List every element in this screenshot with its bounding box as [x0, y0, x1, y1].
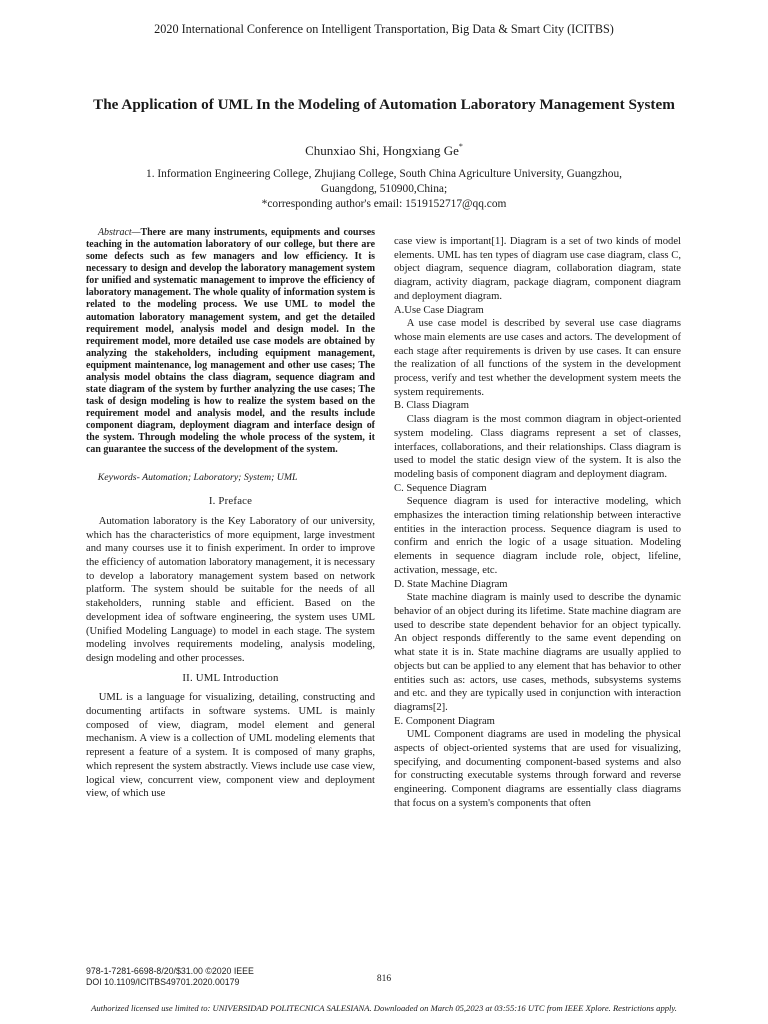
authors	[0, 143, 768, 159]
subsection-e-title: E. Component Diagram	[394, 715, 495, 727]
author-names: Chunxiao Shi, Hongxiang Ge	[305, 143, 459, 158]
page-number: 816	[376, 974, 392, 984]
subsection-a-paragraph: A use case model is described by several use case diagrams whose main elements are use cases and actors. The development of each stage after requirements is driven by use cases. It can ensure the realization of all functions of the system in the development process, verify and test whether the development system meets the system requirements.	[394, 318, 681, 398]
subsection-c-title: C. Sequence Diagram	[394, 482, 487, 494]
section-2-title: II. UML Introduction	[182, 671, 279, 684]
right-column	[394, 235, 681, 811]
subsection-b-title: B. Class Diagram	[394, 400, 470, 412]
affiliation-line-2: *corresponding author's email: 1519152717@qq.com	[261, 198, 507, 210]
left-column	[86, 227, 375, 801]
section-2-paragraph: UML is a language for visualizing, detailing, constructing and documenting artifacts in software systems. UML is mainly composed of view, diagram, model element and general mechanism. A view is a collection of UML modeling elements that represent a feature of a system. It is composed of many graphs, which represent the system abstractly. Views include use case view, logical view, concurrent view, component view and deployment view, of which use	[86, 692, 375, 800]
subsection-d-title: D. State Machine Diagram	[394, 578, 508, 590]
paper-title: The Application of UML In the Modeling of Automation Laboratory Management System	[93, 96, 675, 113]
subsection-a-title: A.Use Case Diagram	[394, 304, 484, 316]
keywords: Keywords- Automation; Laboratory; System; UML	[97, 472, 298, 484]
license-notice: Authorized licensed use limited to: UNIVERSIDAD POLITECNICA SALESIANA. Downloaded on March 05,2023 at 03:55:16 UTC from IEEE Xplore. Restrictions apply.	[91, 1003, 677, 1013]
section-2-paragraph-continued: case view is important[1]. Diagram is a set of two kinds of model elements. UML has ten types of diagram use case diagram, class C, object diagram, sequence diagram, collaboration diagram, state diagram, activity diagram, package diagram, component diagram and deployment diagram.	[394, 236, 681, 302]
subsection-b-paragraph: Class diagram is the most common diagram in object-oriented system modeling. Class diagrams represent a set of classes, interfaces, collaborations, and their relationships. Class diagram is used to model the static design view of the system. It is also the modeling basis of component diagram and deployment diagram.	[394, 414, 681, 480]
doi-line: DOI 10.1109/ICITBS49701.2020.00179	[86, 976, 240, 987]
subsection-d-paragraph: State machine diagram is mainly used to describe the dynamic behavior of an object during its lifetime. State machine diagram are used to describe state dependent behavior for an object typically. An object responds differently to the same event depending on what state it is in. State machine diagrams are usually applied to objects but can be applied to any element that has behavior to other entities such as: actors, use cases, methods, subsystems systems and etc. and they are typically used in conjunction with interaction diagrams[2].	[394, 592, 681, 713]
abstract-text: There are many instruments, equipments and courses teaching in the automation laboratory of our college, but there are some defects such as few managers and low efficiency. It is necessary to design and develop the laboratory management system for unified and systematic management to improve the efficiency of laboratory management. The whole quality of information system is related to the modeling process. We use UML to model the automation laboratory management system, and get the detailed requirement model, analysis model and design model. In the requirement model, more detailed use case models are obtained by analyzing the stakeholders, including equipment management, equipment maintenance, log management and other use cases; The analysis model obtains the class diagram, sequence diagram and state diagram of the system by further analyzing the use cases; The task of design modeling is how to realize the system based on the requirement model and analysis model, and the results include component diagram, deployment diagram and interface design of the system. Through modeling the whole process of the system, it can guarantee the success of the development of the system.	[86, 227, 375, 456]
abstract-lead: Abstract—	[97, 227, 141, 238]
isbn-line: 978-1-7281-6698-8/20/$31.00 ©2020 IEEE	[86, 966, 254, 976]
section-1-paragraph: Automation laboratory is the Key Laboratory of our university, which has the characteristics of more equipment, large investment and many courses use it to finish experiment. In order to improve the efficiency of automation laboratory management, it is necessary to develop a laboratory management system based on network platform. The system should be suitable for the needs of all stakeholders, running stable and efficient. Based on the development idea of software engineering, the system uses UML (Unified Modeling Language) to model in each stage. The system modeling involves requirements modeling, analysis modeling, design modeling and other processes.	[86, 515, 375, 664]
affiliation	[120, 167, 648, 212]
affiliation-line-1: 1. Information Engineering College, Zhujiang College, South China Agriculture University, Guangzhou, Guangdong, 510900,China;	[146, 168, 622, 195]
conference-header: 2020 International Conference on Intelligent Transportation, Big Data & Smart City (ICITBS)	[154, 22, 614, 36]
abstract	[86, 227, 375, 456]
subsection-c-paragraph: Sequence diagram is used for interactive modeling, which emphasizes the interaction timing relationship between interactive entities in the interaction process. Sequence diagram is used to confirm and enrich the logic of a usage situation. Modeling elements in sequence diagram include role, object, lifeline, activation, message, etc.	[394, 496, 681, 576]
subsection-e-paragraph: UML Component diagrams are used in modeling the physical aspects of object-oriented systems that are used for visualizing, specifying, and documenting component-based systems and also for constructing executable systems through forward and reverse engineering. Component diagrams are essentially class diagrams that focus on a system's components that often	[394, 729, 681, 809]
corresponding-mark: *	[458, 142, 463, 151]
section-1-title: I. Preface	[208, 495, 253, 508]
